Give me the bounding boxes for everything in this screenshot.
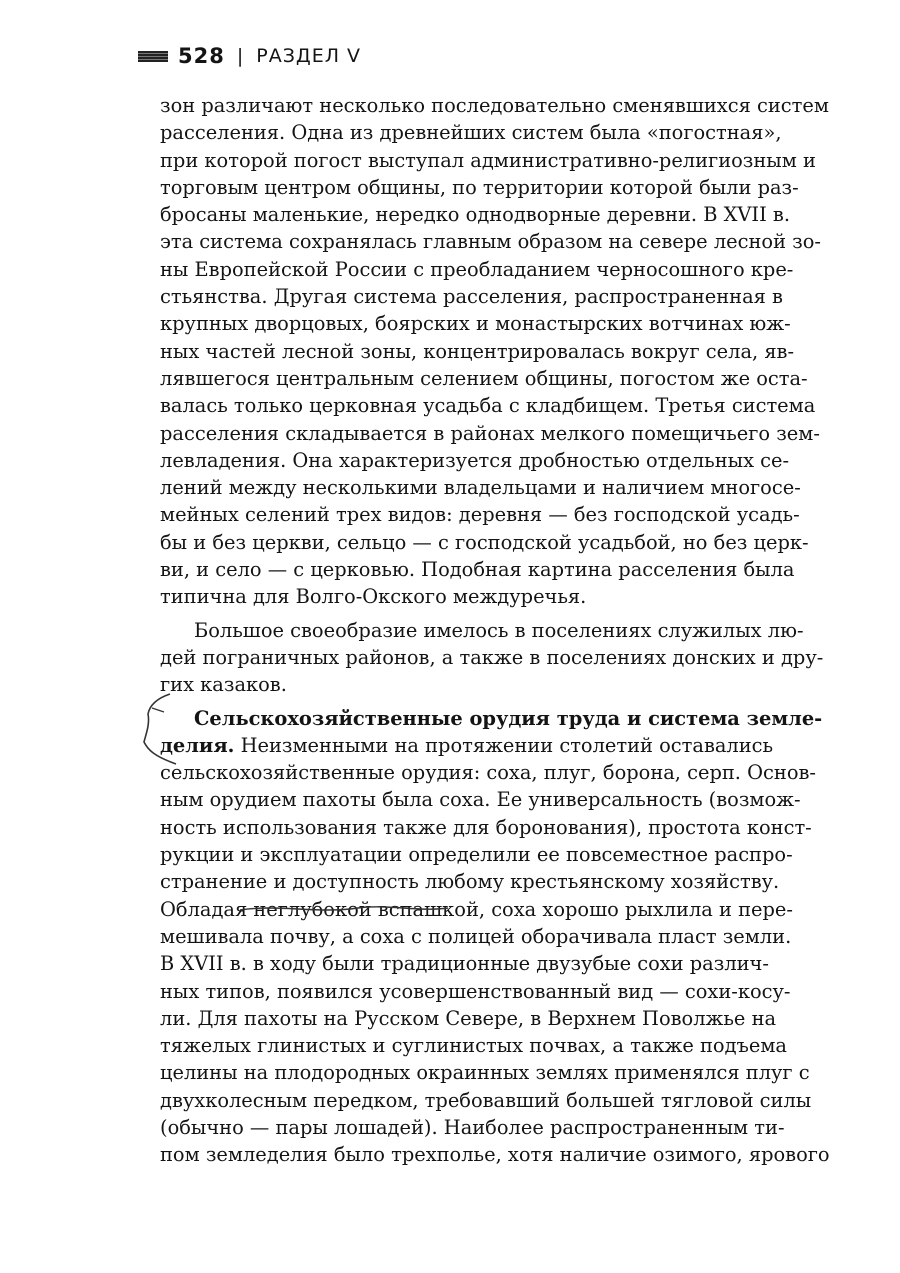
paragraph-service-people [160, 617, 824, 699]
text-line: пом земледелия было трехполье, хотя наличие озимого, ярового [160, 1143, 830, 1167]
text-line: дей пограничных районов, а также в поселениях донских и дру- [160, 645, 824, 669]
page-number: 528 [178, 44, 225, 68]
text-line: лявшегося центральным селением общины, погостом же оста- [160, 366, 808, 390]
text-line: Большое своеобразие имелось в поселениях служилых лю- [194, 618, 804, 642]
text-line: эта система сохранялась главным образом на севере лесной зо- [160, 230, 821, 254]
text-line: В XVII в. в ходу были традиционные двузубые сохи различ- [160, 952, 769, 976]
section-heading: Сельскохозяйственные орудия труда и система земле- [194, 706, 823, 730]
text-line: крупных дворцовых, боярских и монастырских вотчинах юж- [160, 312, 791, 336]
text-segment: Неизменными на протяжении столетий оставались [234, 733, 774, 757]
text-line: странение и доступность любому крестьянскому хозяйству. [160, 870, 780, 894]
text-line: ность использования также для боронования), простота конст- [160, 815, 812, 839]
text-line: мейных селений трех видов: деревня — без господской усадь- [160, 503, 800, 527]
text-line: мешивала почву, а соха с полицей оборачивала пласт земли. [160, 924, 792, 948]
text-line: расселения. Одна из древнейших систем была «погостная», [160, 121, 782, 145]
text-line: торговым центром общины, по территории которой были раз- [160, 175, 799, 199]
running-header [138, 44, 361, 68]
text-line: расселения складывается в районах мелкого помещичьего зем- [160, 421, 820, 445]
text-line: ным орудием пахоты была соха. Ее универсальность (возмож- [160, 788, 801, 812]
text-line: рукции и эксплуатации определили ее повсеместное распро- [160, 843, 793, 867]
header-separator: | [236, 45, 245, 67]
text-line: бросаны маленькие, нередко однодворные деревни. В XVII в. [160, 203, 790, 227]
text-line: левладения. Она характеризуется дробностью отдельных се- [160, 448, 790, 472]
text-line: сельскохозяйственные орудия: соха, плуг, борона, серп. Основ- [160, 761, 816, 785]
text-line: стьянства. Другая система расселения, распространенная в [160, 285, 783, 309]
text-line: лений между несколькими владельцами и наличием многосе- [160, 476, 801, 500]
section-heading-end: делия. [160, 733, 235, 757]
text-line: (обычно — пары лошадей). Наиболее распространенным ти- [160, 1115, 785, 1139]
text-line [160, 705, 823, 732]
text-line: зон различают несколько последовательно сменявшихся систем [160, 94, 829, 117]
page-body [160, 92, 830, 1169]
text-line: валась только церковная усадьба с кладбищем. Третья система [160, 394, 816, 418]
handwritten-bracket-mark [140, 690, 180, 770]
text-line: ви, и село — с церковью. Подобная картина расселения была [160, 558, 795, 582]
text-line: ных частей лесной зоны, концентрировалась вокруг села, яв- [160, 339, 795, 363]
text-line: целины на плодородных окраинных землях применялся плуг с [160, 1061, 810, 1085]
text-line: типична для Волго-Окского междуречья. [160, 585, 587, 609]
text-line [160, 732, 774, 759]
text-line: тяжелых глинистых и суглинистых почвах, а также подъема [160, 1034, 787, 1058]
text-line: ли. Для пахоты на Русском Севере, в Верхнем Поволжье на [160, 1006, 777, 1030]
text-line: ных типов, появился усовершенствованный вид — сохи-косу- [160, 979, 791, 1003]
text-line: двухколесным передком, требовавший большей тягловой силы [160, 1088, 812, 1112]
section-title: РАЗДЕЛ V [256, 45, 362, 67]
paragraph-settlement-systems [160, 92, 829, 611]
header-ornament-icon [138, 51, 168, 62]
text-line: при которой погост выступал административно-религиозным и [160, 148, 816, 172]
text-line: ны Европейской России с преобладанием черносошного кре- [160, 257, 794, 281]
text-line: гих казаков. [160, 673, 287, 697]
text-line: Обладая неглубокой вспашкой, соха хорошо рыхлила и пере- [160, 897, 793, 921]
text-line: бы и без церкви, сельцо — с господской усадьбой, но без церк- [160, 530, 809, 554]
paragraph-agriculture [160, 705, 830, 1169]
handwritten-underline-mark [238, 900, 478, 920]
